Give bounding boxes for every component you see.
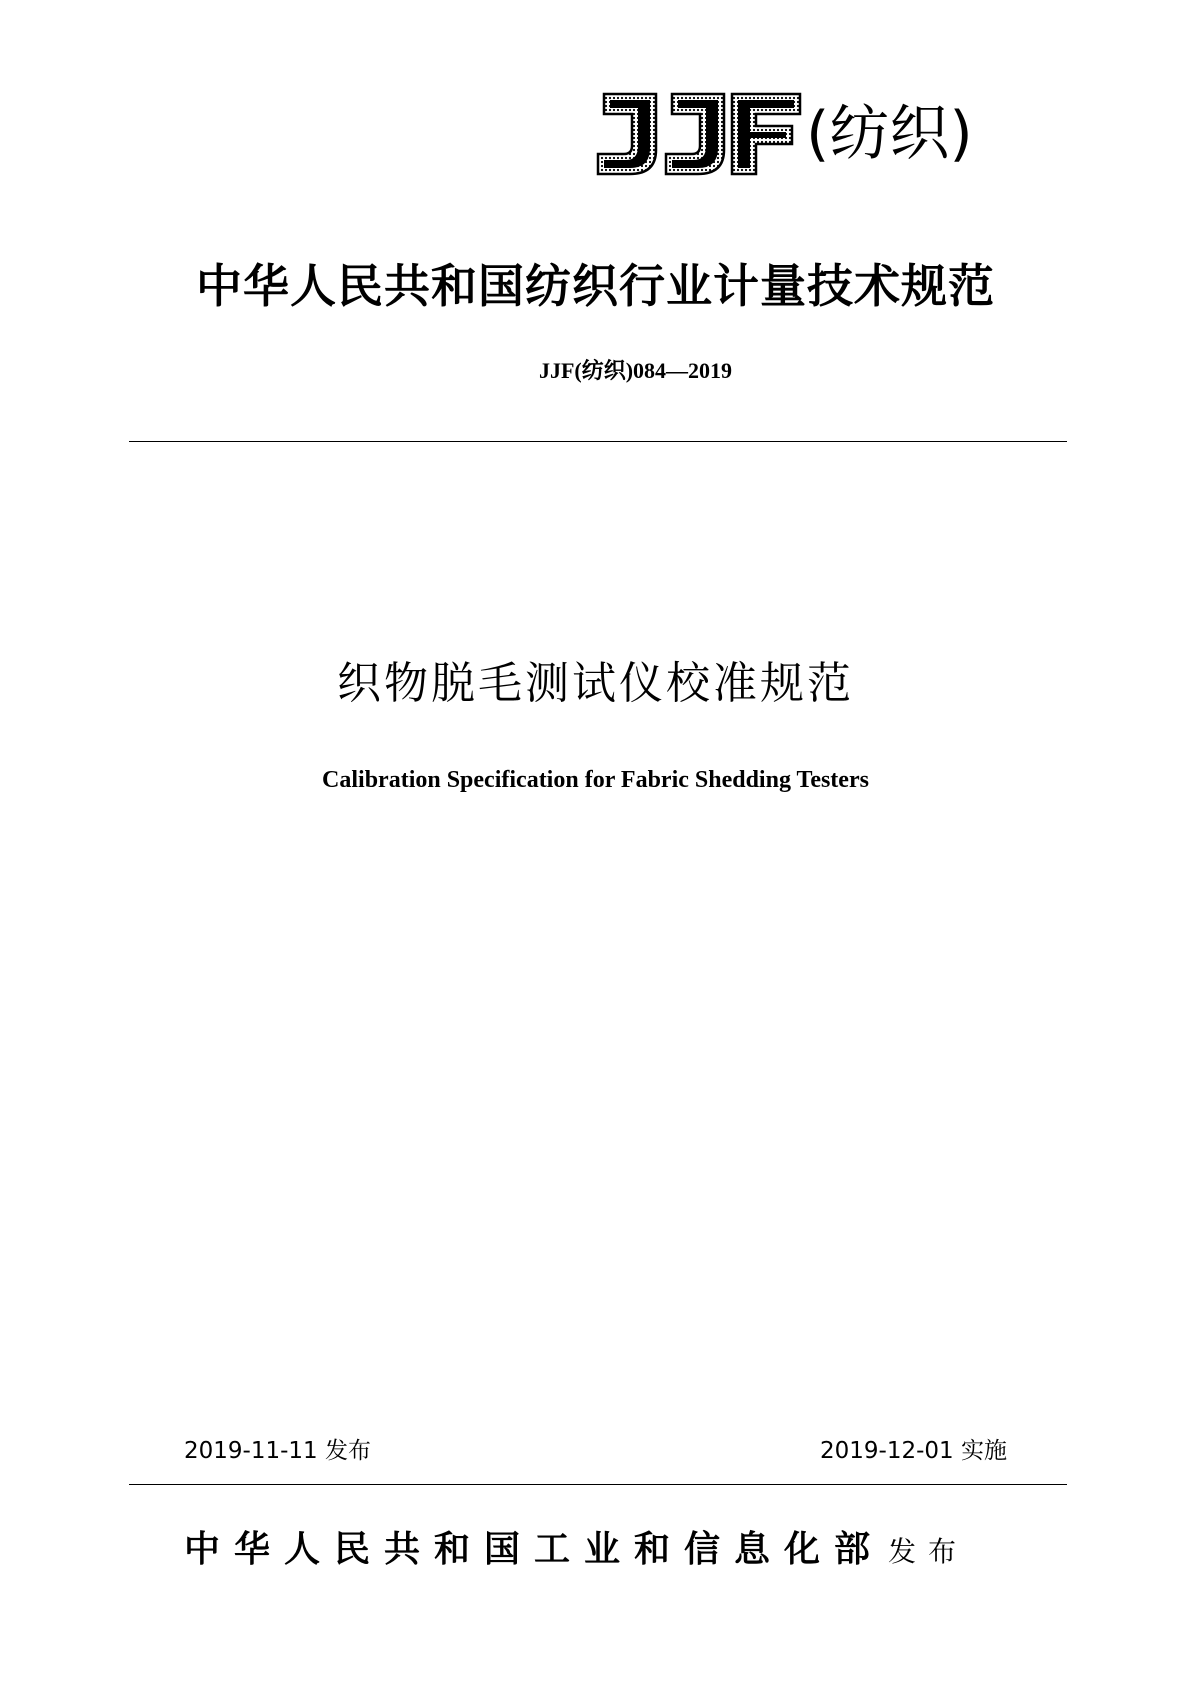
publisher-name: 中华人民共和国工业和信息化部: [184, 1529, 885, 1570]
document-title-english: Calibration Specification for Fabric Shedding Testers: [322, 767, 869, 793]
jjf-mark-graphic: [584, 88, 804, 180]
publisher-line: [184, 1522, 968, 1584]
publisher-suffix: 发布: [888, 1535, 969, 1568]
issue-date: 2019-11-11 发布: [184, 1438, 371, 1464]
effective-date: 2019-12-01 实施: [820, 1438, 1007, 1464]
standard-category-title: 中华人民共和国纺织行业计量技术规范: [196, 259, 995, 313]
document-number: JJF(纺织)084—2019: [538, 358, 733, 383]
top-divider: [129, 441, 1067, 442]
logo-suffix-text: (纺织): [806, 99, 973, 169]
jjf-logo: [584, 88, 1024, 180]
logo-letter-j2: [666, 94, 724, 174]
logo-letter-f: [732, 94, 800, 174]
logo-letter-j1: [598, 94, 656, 174]
bottom-divider: [129, 1484, 1067, 1485]
document-title-chinese: 织物脱毛测试仪校准规范: [337, 658, 854, 709]
